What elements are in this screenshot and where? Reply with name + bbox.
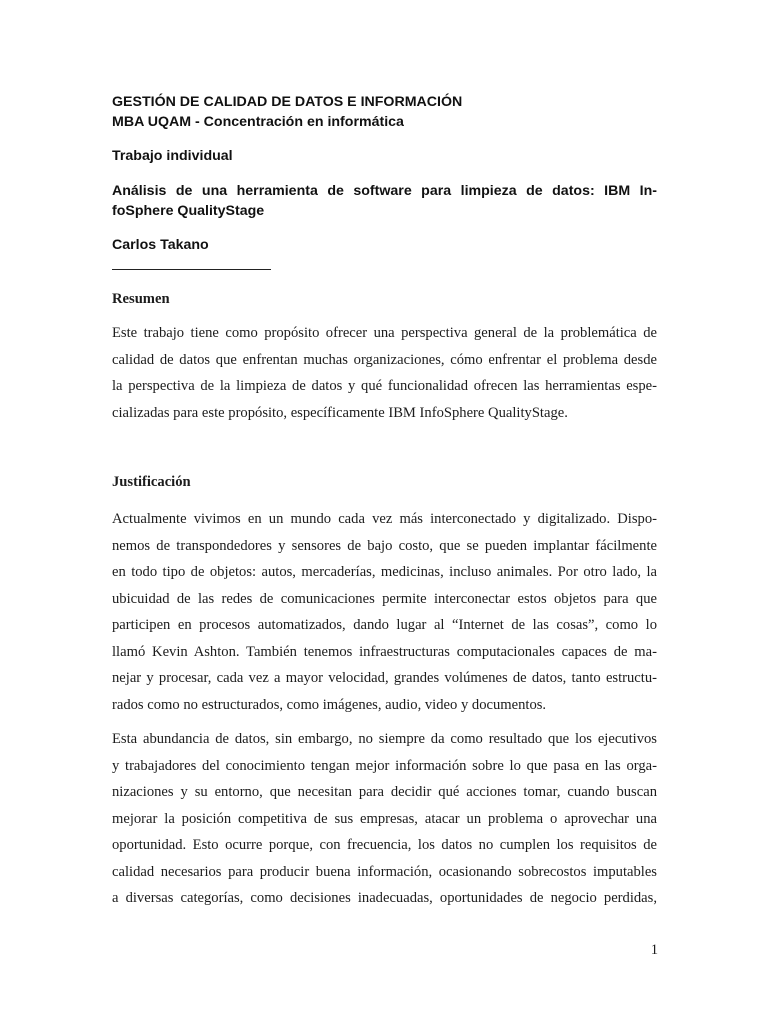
title-line-1: GESTIÓN DE CALIDAD DE DATOS E INFORMACIÓN: [112, 94, 463, 110]
justificacion-paragraph-1: [112, 506, 657, 718]
paragraph-line: participen en procesos automatizados, dando lugar al “Internet de las cosas”, como lo: [112, 617, 657, 633]
section-heading-justificacion: [112, 472, 657, 492]
paragraph-line: la perspectiva de la limpieza de datos y qué funcionalidad ofrecen las herramientas espe-: [112, 378, 657, 394]
paragraph-line: calidad necesarios para producir buena información, ocasionando sobrecostos imputables: [112, 863, 657, 880]
justificacion-paragraph-2: [112, 726, 657, 912]
resumen-heading: Resumen: [112, 291, 170, 307]
paragraph-line: rados como no estructurados, como imágenes, audio, video y documentos.: [112, 696, 547, 713]
paragraph-line: y trabajadores del conocimiento tengan mejor información sobre lo que pasa en las orga-: [112, 757, 657, 774]
section-heading-resumen: [112, 289, 657, 309]
paragraph-line: llamó Kevin Ashton. También tenemos infraestructuras computacionales capaces de ma-: [112, 643, 657, 660]
justificacion-heading: Justificación: [112, 474, 191, 490]
author-name: Carlos Takano: [112, 237, 209, 253]
work-type: [112, 146, 657, 166]
subject-line-2: foSphere QualityStage: [112, 203, 265, 219]
paragraph-line: Esta abundancia de datos, sin embargo, no siempre da como resultado que los ejecutivos: [112, 731, 657, 747]
paragraph-line: Este trabajo tiene como propósito ofrecer una perspectiva general de la problemática de: [112, 325, 657, 341]
paragraph-line: nemos de transpondedores y sensores de bajo costo, que se pueden implantar fácilmente: [112, 537, 657, 554]
subject-line-1: Análisis de una herramienta de software para limpieza de datos: IBM In-: [112, 183, 657, 199]
paragraph-line: oportunidad. Esto ocurre porque, con frecuencia, los datos no cumplen los requisitos de: [112, 837, 657, 853]
paragraph-line: nizaciones y su entorno, que necesitan para decidir qué acciones tomar, cuando buscan: [112, 784, 657, 800]
paragraph-line: Actualmente vivimos en un mundo cada vez más interconectado y digitalizado. Dispo-: [112, 511, 657, 527]
resumen-paragraph: [112, 320, 657, 426]
paragraph-line: calidad de datos que enfrentan muchas organizaciones, cómo enfrentar el problema desde: [112, 351, 657, 368]
paragraph-line: en todo tipo de objetos: autos, mercaderías, medicinas, incluso animales. Por otro lado, la: [112, 564, 657, 580]
title-line-2: MBA UQAM - Concentración en informática: [112, 114, 404, 130]
page-number: 1: [650, 942, 658, 958]
work-type-label: Trabajo individual: [112, 148, 233, 164]
separator-rule: [112, 269, 271, 270]
paragraph-line: ubicuidad de las redes de comunicaciones permite interconectar estos objetos para que: [112, 590, 657, 607]
paragraph-line: mejorar la posición competitiva de sus empresas, atacar un problema o aprovechar una: [112, 810, 657, 827]
document-title: [112, 92, 657, 132]
paragraph-line: nejar y procesar, cada vez a mayor velocidad, grandes volúmenes de datos, tanto estructu-: [112, 670, 657, 686]
paragraph-line: a diversas categorías, como decisiones inadecuadas, oportunidades de negocio perdidas,: [112, 890, 657, 906]
document-subject: [112, 181, 657, 221]
paragraph-line: cializadas para este propósito, específicamente IBM InfoSphere QualityStage.: [112, 404, 568, 421]
author: [112, 235, 657, 255]
